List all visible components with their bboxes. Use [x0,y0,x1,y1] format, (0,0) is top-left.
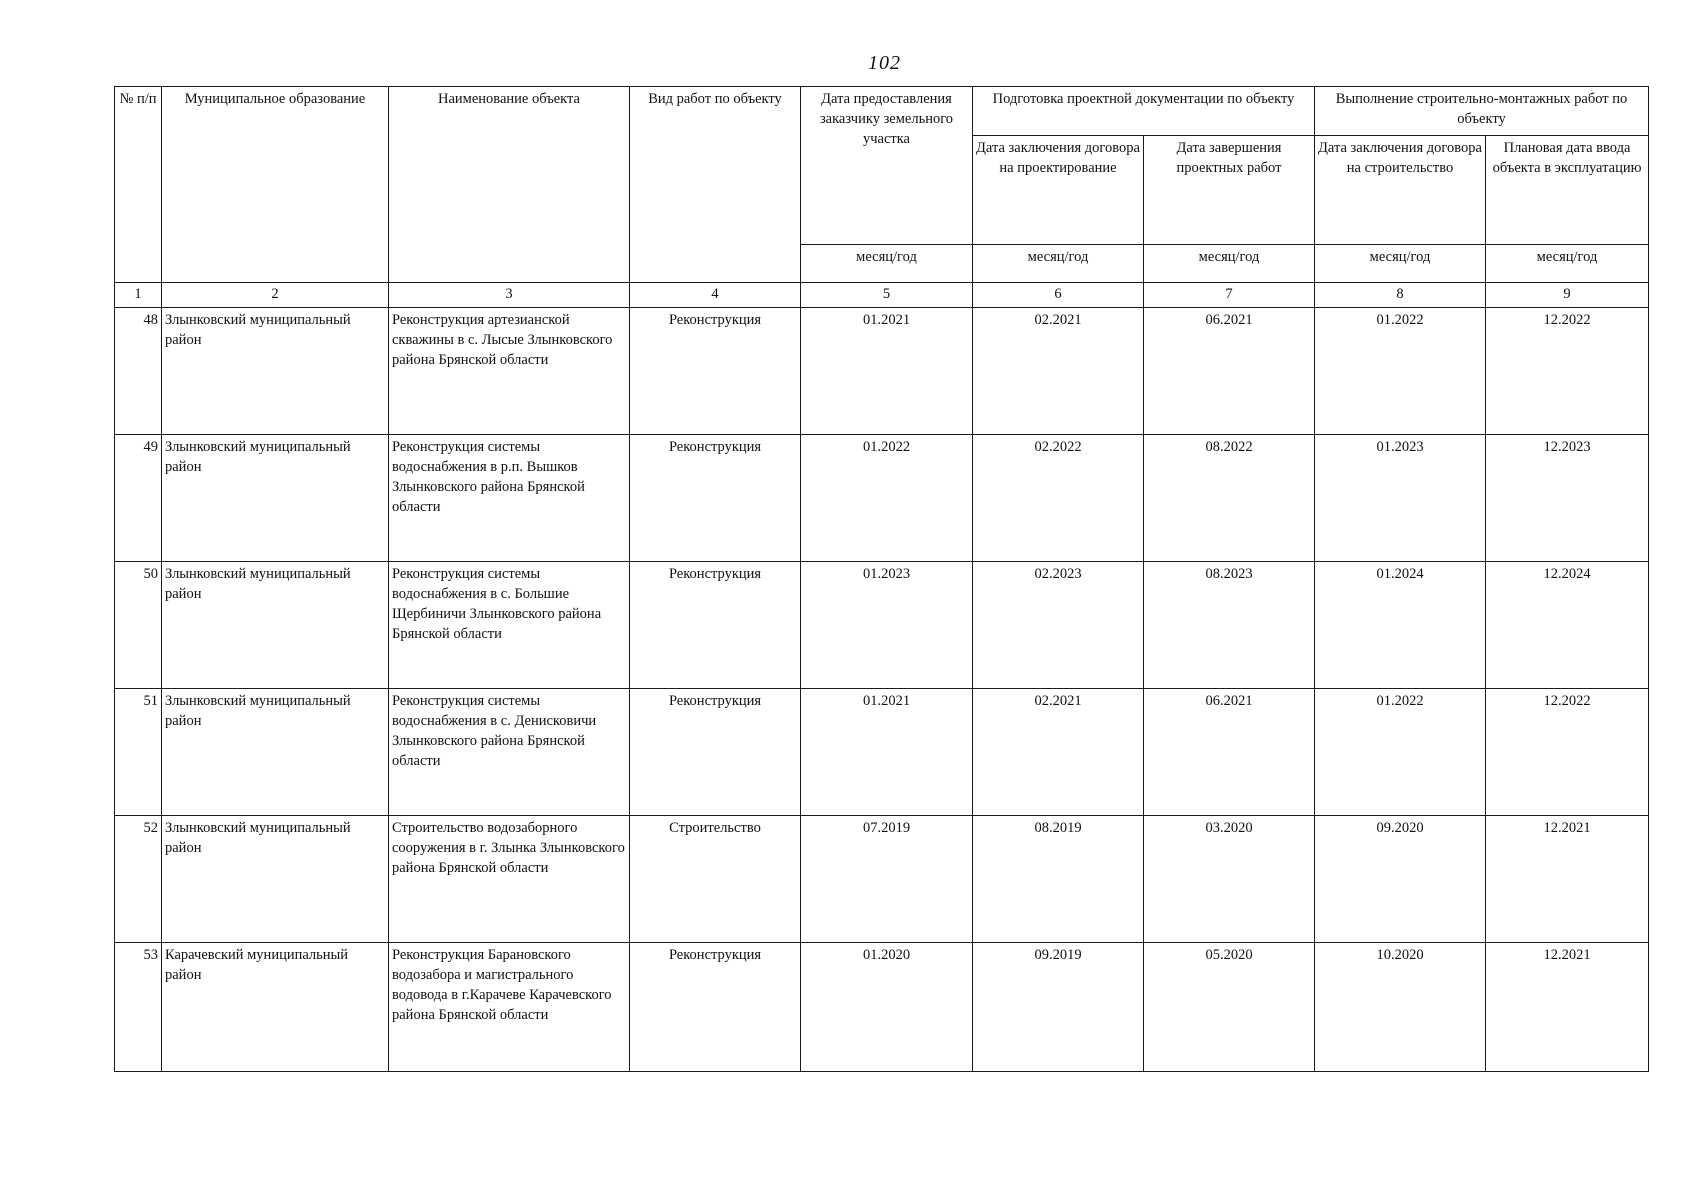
municipality-cell: Злынковский муниципальный район [162,435,389,562]
header-design-complete: Дата завершения проектных работ [1144,136,1315,245]
header-object-name: Наименование объекта [389,87,630,283]
unit-label: месяц/год [801,245,973,283]
header-construction-group: Выполнение строительно-монтажных работ по объекту [1315,87,1649,136]
municipality-cell: Карачевский муниципальный район [162,943,389,1072]
design-contract-cell: 09.2019 [973,943,1144,1072]
design-complete-cell: 08.2022 [1144,435,1315,562]
row-number: 52 [115,816,162,943]
land-date-cell: 01.2023 [801,562,973,689]
work-type-cell: Реконструкция [630,943,801,1072]
header-land-date: Дата предоставления заказчику земельного участка [801,87,973,245]
commissioning-cell: 12.2023 [1486,435,1649,562]
municipality-cell: Злынковский муниципальный район [162,689,389,816]
row-number: 48 [115,308,162,435]
object-name-cell: Реконструкция системы водоснабжения в с. Большие Щербиничи Злынковского района Брянской области [389,562,630,689]
header-design-group: Подготовка проектной документации по объекту [973,87,1315,136]
design-complete-cell: 06.2021 [1144,689,1315,816]
table-row [115,308,1649,435]
land-date-cell: 01.2022 [801,435,973,562]
work-type-cell: Реконструкция [630,308,801,435]
work-type-cell: Реконструкция [630,689,801,816]
column-number: 3 [389,283,630,308]
construction-contract-cell: 09.2020 [1315,816,1486,943]
design-complete-cell: 03.2020 [1144,816,1315,943]
column-number: 5 [801,283,973,308]
unit-label: месяц/год [1144,245,1315,283]
table-body [115,283,1649,1072]
work-type-cell: Реконструкция [630,435,801,562]
header-commissioning: Плановая дата ввода объекта в эксплуатацию [1486,136,1649,245]
column-number: 6 [973,283,1144,308]
unit-label: месяц/год [973,245,1144,283]
column-number: 7 [1144,283,1315,308]
construction-contract-cell: 01.2023 [1315,435,1486,562]
commissioning-cell: 12.2022 [1486,689,1649,816]
objects-table [114,86,1649,1072]
table-row [115,943,1649,1072]
land-date-cell: 07.2019 [801,816,973,943]
header-num: № п/п [115,87,162,283]
column-number: 2 [162,283,389,308]
table-row [115,689,1649,816]
design-complete-cell: 05.2020 [1144,943,1315,1072]
design-contract-cell: 08.2019 [973,816,1144,943]
unit-label: месяц/год [1486,245,1649,283]
construction-contract-cell: 10.2020 [1315,943,1486,1072]
table-row [115,816,1649,943]
unit-label: месяц/год [1315,245,1486,283]
object-name-cell: Реконструкция Барановского водозабора и магистрального водовода в г.Карачеве Карачевского района Брянской области [389,943,630,1072]
construction-contract-cell: 01.2022 [1315,689,1486,816]
work-type-cell: Реконструкция [630,562,801,689]
page-number: 102 [868,52,901,74]
commissioning-cell: 12.2024 [1486,562,1649,689]
municipality-cell: Злынковский муниципальный район [162,308,389,435]
land-date-cell: 01.2021 [801,308,973,435]
construction-contract-cell: 01.2022 [1315,308,1486,435]
commissioning-cell: 12.2022 [1486,308,1649,435]
work-type-cell: Строительство [630,816,801,943]
row-number: 51 [115,689,162,816]
land-date-cell: 01.2020 [801,943,973,1072]
column-number: 4 [630,283,801,308]
row-number: 53 [115,943,162,1072]
commissioning-cell: 12.2021 [1486,943,1649,1072]
design-contract-cell: 02.2022 [973,435,1144,562]
row-number: 49 [115,435,162,562]
municipality-cell: Злынковский муниципальный район [162,562,389,689]
header-design-contract: Дата заключения договора на проектирование [973,136,1144,245]
column-number: 9 [1486,283,1649,308]
object-name-cell: Реконструкция системы водоснабжения в р.п. Вышков Злынковского района Брянской области [389,435,630,562]
construction-contract-cell: 01.2024 [1315,562,1486,689]
land-date-cell: 01.2021 [801,689,973,816]
design-contract-cell: 02.2021 [973,308,1144,435]
object-name-cell: Реконструкция системы водоснабжения в с. Денисковичи Злынковского района Брянской области [389,689,630,816]
design-complete-cell: 08.2023 [1144,562,1315,689]
header-municipality: Муниципальное образование [162,87,389,283]
header-construction-contract: Дата заключения договора на строительство [1315,136,1486,245]
design-contract-cell: 02.2021 [973,689,1144,816]
row-number: 50 [115,562,162,689]
column-number-row [115,283,1649,308]
table-row [115,435,1649,562]
design-contract-cell: 02.2023 [973,562,1144,689]
object-name-cell: Реконструкция артезианской скважины в с. Лысые Злынковского района Брянской области [389,308,630,435]
column-number: 8 [1315,283,1486,308]
municipality-cell: Злынковский муниципальный район [162,816,389,943]
commissioning-cell: 12.2021 [1486,816,1649,943]
table-row [115,562,1649,689]
header-work-type: Вид работ по объекту [630,87,801,283]
object-name-cell: Строительство водозаборного сооружения в г. Злынка Злынковского района Брянской области [389,816,630,943]
design-complete-cell: 06.2021 [1144,308,1315,435]
column-number: 1 [115,283,162,308]
